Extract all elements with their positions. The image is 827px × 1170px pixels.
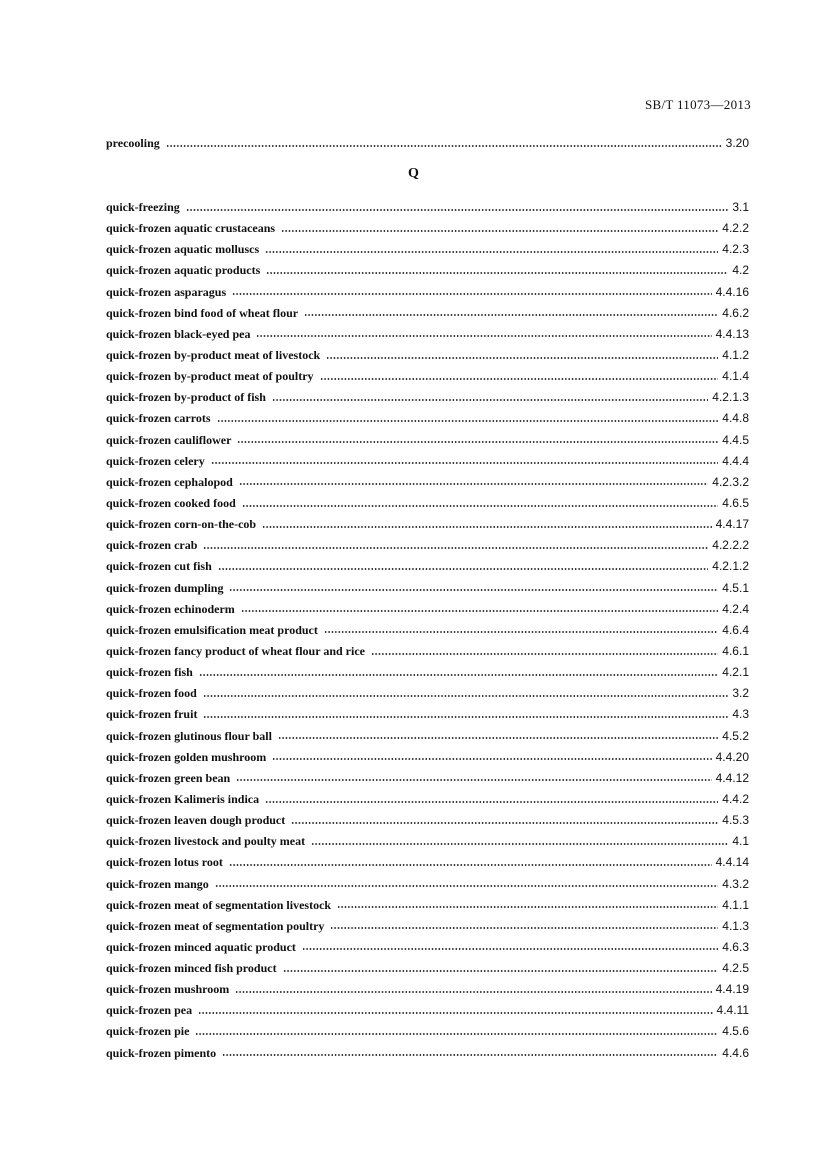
index-term: quick-frozen golden mushroom xyxy=(106,749,267,764)
index-term: quick-frozen carrots xyxy=(106,411,211,426)
dot-leader xyxy=(272,758,711,760)
index-entry xyxy=(106,1043,749,1064)
dot-leader xyxy=(203,695,729,697)
clause-reference: 4.1.4 xyxy=(722,369,749,384)
clause-reference: 4.5.1 xyxy=(722,580,749,595)
index-entry xyxy=(106,387,749,408)
dot-leader xyxy=(337,906,718,908)
index-term: quick-frozen cooked food xyxy=(106,495,236,510)
dot-leader xyxy=(272,399,708,401)
index-term: quick-frozen aquatic molluscs xyxy=(106,242,260,257)
index-term: quick-frozen Kalimeris indica xyxy=(106,791,260,806)
dot-leader xyxy=(198,1012,712,1014)
index-term: quick-frozen meat of segmentation poultry xyxy=(106,918,325,933)
dot-leader xyxy=(195,1033,718,1035)
clause-reference: 4.4.2 xyxy=(722,791,749,806)
dot-leader xyxy=(236,779,711,781)
index-term: quick-frozen asparagus xyxy=(106,284,227,299)
clause-reference: 4.4.20 xyxy=(715,749,749,764)
index-term: quick-frozen by-product of fish xyxy=(106,390,266,405)
dot-leader xyxy=(241,610,719,612)
index-term: quick-freezing xyxy=(106,200,180,214)
clause-reference: 4.4.14 xyxy=(715,855,749,870)
dot-leader xyxy=(324,631,718,633)
clause-reference: 4.2.1.3 xyxy=(712,390,749,405)
clause-reference: 4.6.1 xyxy=(722,643,749,658)
clause-reference: 4.2.2.2 xyxy=(712,538,749,553)
index-entry xyxy=(106,726,749,747)
index-term: quick-frozen fruit xyxy=(106,707,198,722)
index-entry xyxy=(106,1000,749,1021)
dot-leader xyxy=(242,505,719,507)
clause-reference: 4.3.2 xyxy=(722,876,749,891)
clause-reference: 4.4.4 xyxy=(722,453,749,468)
index-entry xyxy=(106,852,749,873)
clause-reference: 4.4.16 xyxy=(715,284,749,299)
clause-reference: 4.2.3.2 xyxy=(712,474,749,489)
dot-leader xyxy=(211,462,719,464)
dot-leader xyxy=(326,357,718,359)
index-entry xyxy=(106,810,749,831)
index-entry xyxy=(106,831,749,852)
index-entry xyxy=(106,620,749,641)
dot-leader xyxy=(302,948,718,950)
index-term: quick-frozen pea xyxy=(106,1003,193,1018)
dot-leader xyxy=(311,843,728,845)
index-term: quick-frozen food xyxy=(106,686,197,701)
index-term: quick-frozen by-product meat of poultry xyxy=(106,369,314,384)
dot-leader xyxy=(237,441,718,443)
index-entry xyxy=(106,514,749,535)
clause-reference: 4.2.2 xyxy=(722,221,749,236)
index-term: quick-frozen fancy product of wheat flour and rice xyxy=(106,643,365,658)
index-entry xyxy=(106,197,749,218)
index-term: quick-frozen echinoderm xyxy=(106,601,235,616)
index-term: quick-frozen green bean xyxy=(106,770,231,785)
clause-reference: 4.5.3 xyxy=(722,813,749,828)
index-entry xyxy=(106,556,749,577)
dot-leader xyxy=(371,653,718,655)
clause-reference: 4.1.3 xyxy=(722,918,749,933)
index-entry xyxy=(106,937,749,958)
dot-leader xyxy=(239,483,709,485)
index-entry xyxy=(106,303,749,324)
clause-reference: 4.6.4 xyxy=(722,622,749,637)
index-term: quick-frozen corn-on-the-cob xyxy=(106,517,257,532)
clause-reference: 4.1.2 xyxy=(722,347,749,362)
index-list-p-section xyxy=(106,133,749,154)
index-term: quick-frozen pie xyxy=(106,1024,190,1039)
dot-leader xyxy=(217,420,719,422)
index-entry xyxy=(106,282,749,303)
index-term: quick-frozen aquatic products xyxy=(106,263,261,278)
index-term: quick-frozen fish xyxy=(106,665,193,680)
index-entry xyxy=(106,599,749,620)
clause-reference: 4.2.1.2 xyxy=(712,559,749,574)
dot-leader xyxy=(304,314,718,316)
dot-leader xyxy=(203,716,728,718)
dot-leader xyxy=(222,1054,718,1056)
clause-reference: 4.6.5 xyxy=(722,495,749,510)
index-term: quick-frozen black-eyed pea xyxy=(106,326,251,341)
index-entry xyxy=(106,683,749,704)
index-term: quick-frozen meat of segmentation livestock xyxy=(106,897,332,912)
clause-reference: 4.4.19 xyxy=(715,982,749,997)
dot-leader xyxy=(199,674,719,676)
clause-reference: 4.5.2 xyxy=(722,728,749,743)
index-term: quick-frozen cephalopod xyxy=(106,474,233,489)
index-term: quick-frozen aquatic crustaceans xyxy=(106,221,276,236)
clause-reference: 4.6.2 xyxy=(722,305,749,320)
index-term: quick-frozen bind food of wheat flour xyxy=(106,305,299,320)
index-term: quick-frozen mushroom xyxy=(106,982,230,997)
dot-leader xyxy=(283,970,719,972)
index-entry xyxy=(106,408,749,429)
clause-reference: 4.4.8 xyxy=(722,411,749,426)
index-entry xyxy=(106,916,749,937)
dot-leader xyxy=(232,293,712,295)
dot-leader xyxy=(330,927,718,929)
section-letter-heading: Q xyxy=(408,166,419,181)
dot-leader xyxy=(229,589,718,591)
clause-reference: 4.2 xyxy=(732,263,749,278)
clause-reference: 4.1 xyxy=(732,834,749,849)
clause-reference: 4.2.1 xyxy=(722,665,749,680)
index-term: quick-frozen crab xyxy=(106,538,198,553)
index-entry xyxy=(106,472,749,493)
index-entry xyxy=(106,239,749,260)
index-entry xyxy=(106,578,749,599)
index-entry xyxy=(106,641,749,662)
index-entry xyxy=(106,1021,749,1042)
index-entry xyxy=(106,704,749,725)
dot-leader xyxy=(215,885,719,887)
clause-reference: 4.6.3 xyxy=(722,939,749,954)
clause-reference: 3.20 xyxy=(725,136,749,150)
standard-number-header: SB/T 11073—2013 xyxy=(645,97,751,112)
index-entry xyxy=(106,958,749,979)
index-term: quick-frozen emulsification meat product xyxy=(106,622,318,637)
index-term: quick-frozen dumpling xyxy=(106,580,224,595)
clause-reference: 4.4.12 xyxy=(715,770,749,785)
index-entry xyxy=(106,430,749,451)
index-term: quick-frozen celery xyxy=(106,453,205,468)
dot-leader xyxy=(320,378,719,380)
index-entry xyxy=(106,260,749,281)
dot-leader xyxy=(278,737,718,739)
index-term: quick-frozen glutinous flour ball xyxy=(106,728,272,743)
index-entry xyxy=(106,366,749,387)
index-term: precooling xyxy=(106,136,160,150)
dot-leader xyxy=(262,526,712,528)
index-term: quick-frozen mango xyxy=(106,876,209,891)
index-term: quick-frozen minced aquatic product xyxy=(106,939,296,954)
clause-reference: 4.4.11 xyxy=(716,1003,749,1018)
dot-leader xyxy=(265,251,718,253)
index-list-q-section xyxy=(106,197,749,1064)
dot-leader xyxy=(256,335,711,337)
dot-leader xyxy=(265,801,718,803)
index-entry xyxy=(106,133,749,154)
clause-reference: 4.4.5 xyxy=(722,432,749,447)
index-entry xyxy=(106,345,749,366)
dot-leader xyxy=(166,145,722,147)
index-term: quick-frozen cauliflower xyxy=(106,432,232,447)
dot-leader xyxy=(218,568,709,570)
index-term: quick-frozen by-product meat of livestock xyxy=(106,347,321,362)
clause-reference: 4.2.3 xyxy=(722,242,749,257)
clause-reference: 4.4.17 xyxy=(715,517,749,532)
index-term: quick-frozen leaven dough product xyxy=(106,813,286,828)
dot-leader xyxy=(186,209,729,211)
dot-leader xyxy=(203,547,708,549)
index-entry xyxy=(106,218,749,239)
dot-leader xyxy=(229,864,712,866)
clause-reference: 4.2.5 xyxy=(722,961,749,976)
index-term: quick-frozen livestock and poulty meat xyxy=(106,834,306,849)
clause-reference: 3.2 xyxy=(732,686,749,701)
dot-leader xyxy=(266,272,728,274)
dot-leader xyxy=(291,822,718,824)
clause-reference: 3.1 xyxy=(732,200,749,214)
index-entry xyxy=(106,789,749,810)
index-entry xyxy=(106,874,749,895)
clause-reference: 4.5.6 xyxy=(722,1024,749,1039)
clause-reference: 4.4.6 xyxy=(722,1045,749,1060)
clause-reference: 4.2.4 xyxy=(722,601,749,616)
index-entry xyxy=(106,768,749,789)
index-term: quick-frozen cut fish xyxy=(106,559,212,574)
clause-reference: 4.4.13 xyxy=(715,326,749,341)
index-entry xyxy=(106,662,749,683)
index-entry xyxy=(106,451,749,472)
index-entry xyxy=(106,979,749,1000)
index-entry xyxy=(106,324,749,345)
clause-reference: 4.1.1 xyxy=(722,897,749,912)
index-term: quick-frozen minced fish product xyxy=(106,961,277,976)
index-entry xyxy=(106,493,749,514)
dot-leader xyxy=(281,230,718,232)
dot-leader xyxy=(235,991,711,993)
clause-reference: 4.3 xyxy=(732,707,749,722)
index-term: quick-frozen pimento xyxy=(106,1045,217,1060)
index-entry xyxy=(106,895,749,916)
index-term: quick-frozen lotus root xyxy=(106,855,223,870)
index-entry xyxy=(106,747,749,768)
index-entry xyxy=(106,535,749,556)
